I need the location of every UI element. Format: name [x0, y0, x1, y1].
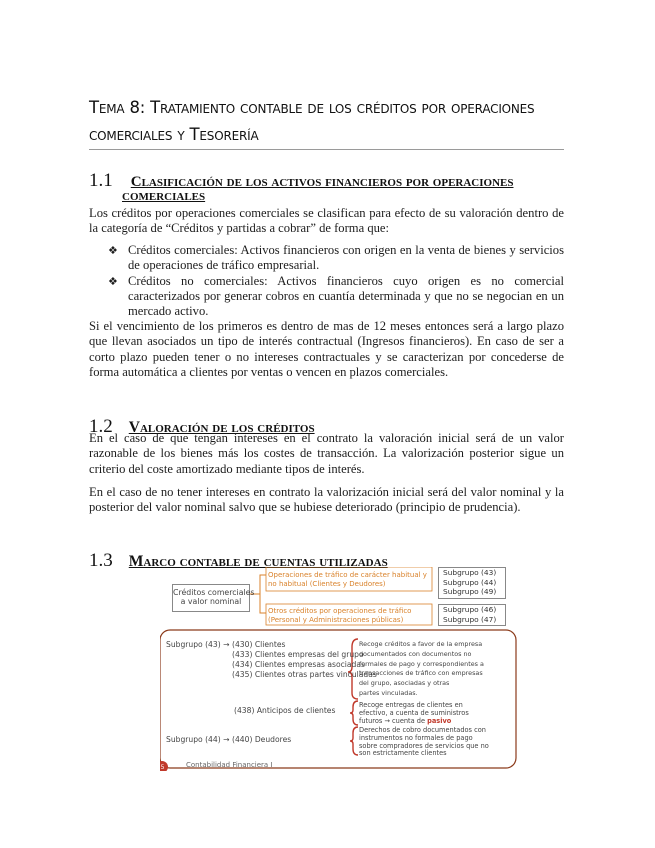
section-1-2-paragraph-1: En el caso de que tengan intereses en el contrato la valoración inicial será de un valor razonable de los bienes más los costes de transacción. La valorización posterior sigue un criterio del coste amortizado mediante tipos de interés. [89, 431, 564, 476]
footer-course-name: Contabilidad Financiera I [186, 761, 273, 769]
note-1-line: del grupo, asociadas y otras [359, 679, 450, 688]
section-1-1-heading-cont [122, 187, 205, 205]
list-item [108, 274, 564, 320]
subgroup-label: Subgrupo (43) [443, 568, 497, 577]
section-heading-text: Clasificación de los activos financieros por operaciones [130, 174, 514, 190]
page-title [89, 94, 569, 148]
account-440: (440) Deudores [232, 735, 292, 744]
subgroup-label: Subgrupo (44) [443, 577, 497, 587]
subgroups-bottom-box [438, 604, 506, 626]
note-2-line: Recoge entregas de clientes en [359, 701, 463, 709]
accounts-diagram [160, 567, 520, 771]
section-heading-text: Valoración de los créditos [128, 419, 315, 436]
note-3-line: instrumentos no formales de pago [359, 733, 473, 742]
list-item [108, 243, 564, 274]
title-line-1: Tema 8: Tratamiento contable de los créditos por operaciones [89, 98, 535, 117]
account-435: (435) Clientes otras partes vinculadas [232, 670, 377, 679]
note-1 [359, 640, 484, 699]
section-1-1-paragraph: Si el vencimiento de los primeros es dentro de mas de 12 meses entonces será a largo plazo que llevan asociados un tipo de interés contractual (Ingresos financieros). En caso de ser a corto plazo pueden tener o no intereses contractuales y se caracterizan por concederse de forma automática a clientes por ventas o vencen en plazos comerciales. [89, 319, 564, 379]
section-1-1-intro: Los créditos por operaciones comerciales se clasifican para efecto de su valoración dentro de la categoría de “Créditos y partidas a cobrar” de forma que: [89, 206, 564, 236]
note-1-line: Recoge créditos a favor de la empresa [359, 640, 483, 648]
account-430: (430) Clientes [232, 640, 286, 649]
list-item-text: Créditos comerciales: Activos financieros con origen en la venta de bienes y servicios de operaciones de tráfico empresarial. [128, 243, 564, 273]
section-1-2-paragraph-2: En el caso de no tener intereses en contrato la valorización inicial será del valor nominal y la posterior del valor nominal salvo que se hubiese deteriorado (principio de prudencia). [89, 485, 564, 515]
note-3-line: Derechos de cobro documentados con [359, 726, 486, 734]
note-1-line: transacciones de tráfico con empresas [359, 669, 483, 678]
footer-page-number: 5 [160, 764, 165, 771]
note-3 [359, 727, 489, 758]
subgroup-43-label: Subgrupo (43) → [166, 640, 230, 649]
branch-bottom-label-2: (Personal y Administraciones públicas) [268, 616, 404, 624]
note-2 [359, 701, 469, 726]
root-label-1: Créditos comerciales [173, 588, 255, 597]
branch-top-label-1: Operaciones de tráfico de carácter habitual y [268, 571, 427, 579]
note-2-line: efectivo, a cuenta de suministros [359, 709, 469, 718]
note-1-line: partes vinculadas. [359, 688, 418, 697]
section-number: 1.2 [89, 416, 113, 437]
title-line-2: comerciales y Tesorería [89, 125, 259, 144]
root-box [172, 584, 255, 612]
list-item-text: Créditos no comerciales: Activos financieros cuyo origen es no comercial caracterizados por generar cobros en cuantía determinada y que no se negocian en un mercado activo. [128, 273, 564, 319]
subgroup-label: Subgrupo (49) [443, 587, 497, 597]
note-1-line: formales de pago y correspondientes a [359, 659, 484, 668]
note-1-line: documentados con documentos no [359, 649, 472, 658]
subgroup-44-label: Subgrupo (44) → [166, 735, 230, 744]
branch-bottom-label-1: Otros créditos por operaciones de tráfico [268, 607, 412, 615]
section-heading-text: Marco contable de cuentas utilizadas [128, 553, 388, 570]
liability-highlight: pasivo [427, 717, 452, 726]
branch-top-label-2: no habitual (Clientes y Deudores) [268, 580, 386, 588]
diamond-bullet-icon: ❖ [108, 274, 118, 288]
account-433: (433) Clientes empresas del grupo [232, 650, 364, 659]
section-number: 1.1 [89, 170, 113, 191]
brace-1 [348, 639, 358, 699]
note-3-line: son estrictamente clientes [359, 749, 447, 758]
account-434: (434) Clientes empresas asociadas [232, 660, 365, 669]
subgroup-label: Subgrupo (47) [443, 614, 497, 624]
note-3-line: sobre compradores de servicios que no [359, 741, 489, 750]
subgroup-label: Subgrupo (46) [443, 605, 497, 614]
diamond-bullet-icon: ❖ [108, 244, 118, 257]
brace-2 [350, 701, 358, 725]
credit-types-list [108, 243, 564, 319]
subgroups-top-box [438, 567, 506, 599]
root-label-2: a valor nominal [180, 597, 242, 606]
account-438: (438) Anticipos de clientes [234, 706, 336, 715]
note-2-line: futuros → cuenta de [359, 717, 426, 726]
connector-bottom [260, 594, 266, 613]
brace-3 [350, 727, 358, 755]
section-heading-text-cont: comerciales [122, 188, 206, 204]
section-number: 1.3 [89, 550, 113, 571]
title-divider [89, 149, 564, 150]
